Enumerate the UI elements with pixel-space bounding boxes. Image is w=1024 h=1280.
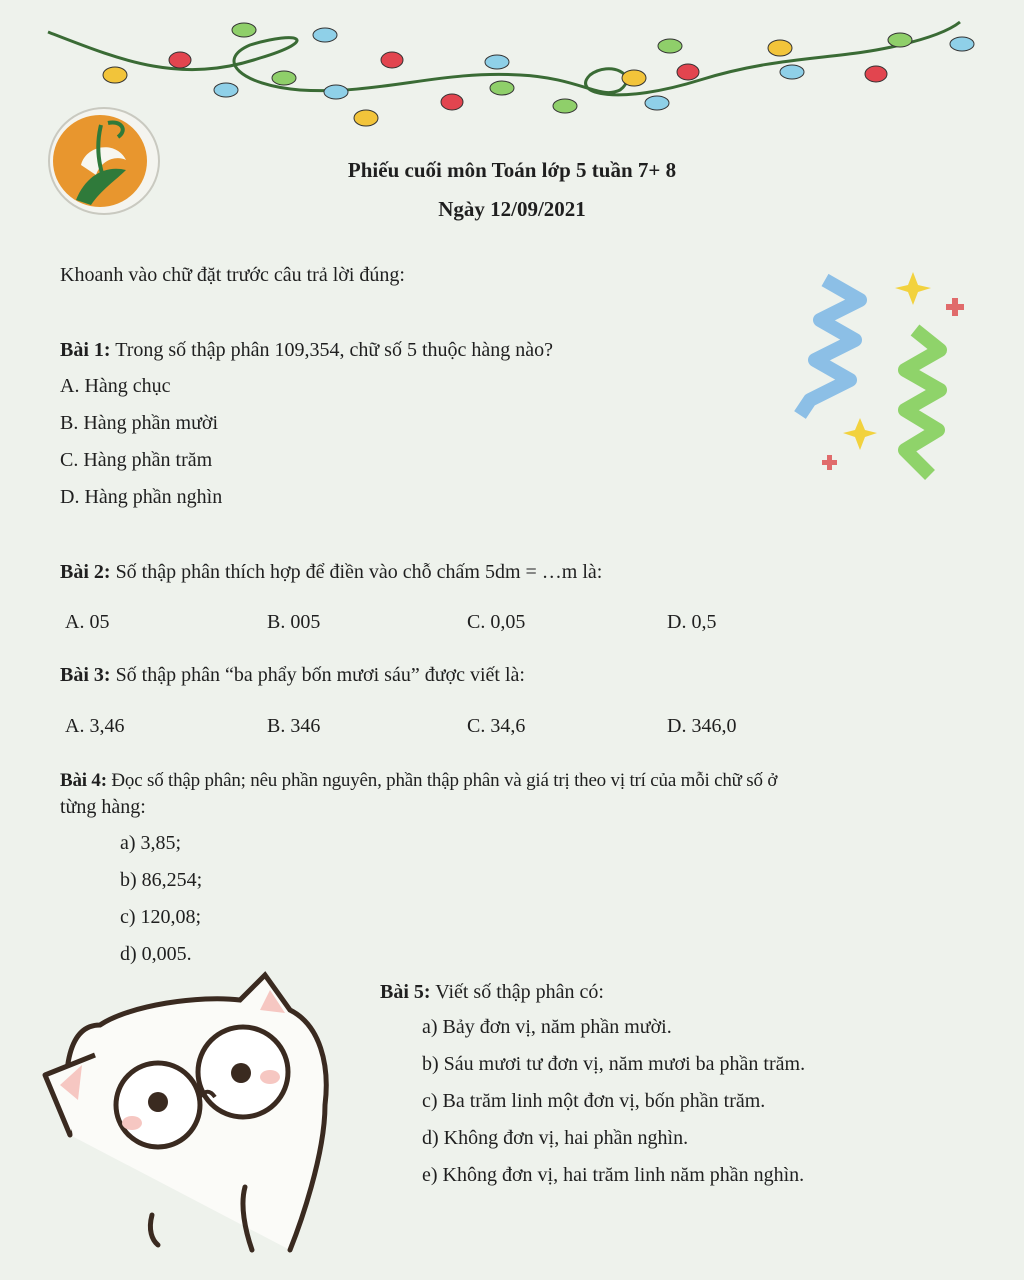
bai3-option-c: C. 34,6 [467, 715, 526, 737]
bai5-label: Bài 5: [380, 981, 431, 1003]
page-title: Phiếu cuối môn Toán lớp 5 tuần 7+ 8 [347, 158, 677, 182]
bai3-label: Bài 3: [60, 664, 111, 686]
bai2-label: Bài 2: [60, 561, 111, 583]
bai1-option-b: B. Hàng phần mười [60, 412, 219, 434]
cat-illustration [40, 965, 340, 1255]
instruction-text: Khoanh vào chữ đặt trước câu trả lời đúng: [60, 264, 405, 286]
page-date: Ngày 12/09/2021 [438, 197, 586, 221]
bai5-question [380, 981, 604, 1004]
bai4-item-c: c) 120,08; [120, 906, 202, 928]
bai4-question [60, 770, 777, 792]
bai1-option-a: A. Hàng chục [60, 375, 171, 397]
bai2-option-c: C. 0,05 [467, 611, 526, 633]
bai4-text-line1: Đọc số thập phân; nêu phần nguyên, phần thập phân và giá trị theo vị trí của mỗi chữ số ở [106, 770, 778, 791]
bai3-question [60, 664, 525, 687]
bai2-option-a: A. 05 [65, 611, 110, 633]
bai4-item-a: a) 3,85; [120, 832, 182, 854]
bai5-item-a: a) Bảy đơn vị, năm phần mười. [422, 1016, 672, 1038]
confetti-decoration [780, 260, 980, 500]
bai2-option-b: B. 005 [267, 611, 321, 633]
bai5-item-b: b) Sáu mươi tư đơn vị, năm mươi ba phần trăm. [422, 1053, 806, 1075]
bai3-text: Số thập phân “ba phẩy bốn mươi sáu” được viết là: [110, 664, 525, 686]
bai2-question [60, 561, 602, 584]
bai5-item-c: c) Ba trăm linh một đơn vị, bốn phần trăm. [422, 1090, 766, 1112]
bai5-item-d: d) Không đơn vị, hai phần nghìn. [422, 1127, 689, 1149]
bai5-item-e: e) Không đơn vị, hai trăm linh năm phần nghìn. [422, 1164, 805, 1186]
bai3-option-a: A. 3,46 [65, 715, 125, 737]
bai2-option-d: D. 0,5 [667, 611, 717, 633]
bai5-text: Viết số thập phân có: [430, 981, 604, 1003]
bai1-option-d: D. Hàng phần nghìn [60, 486, 223, 508]
bai4-item-d: d) 0,005. [120, 943, 192, 965]
bai3-option-b: B. 346 [267, 715, 321, 737]
bai3-option-d: D. 346,0 [667, 715, 737, 737]
bai1-question [60, 339, 553, 362]
bai4-label: Bài 4: [60, 770, 107, 791]
bai4-text-line2: từng hàng: [60, 796, 146, 818]
bai4-item-b: b) 86,254; [120, 869, 203, 891]
bai1-text: Trong số thập phân 109,354, chữ số 5 thuộc hàng nào? [110, 339, 554, 361]
bai1-label: Bài 1: [60, 339, 111, 361]
bai1-option-c: C. Hàng phần trăm [60, 449, 213, 471]
bai2-text: Số thập phân thích hợp để điền vào chỗ chấm 5dm = …m là: [110, 561, 603, 583]
